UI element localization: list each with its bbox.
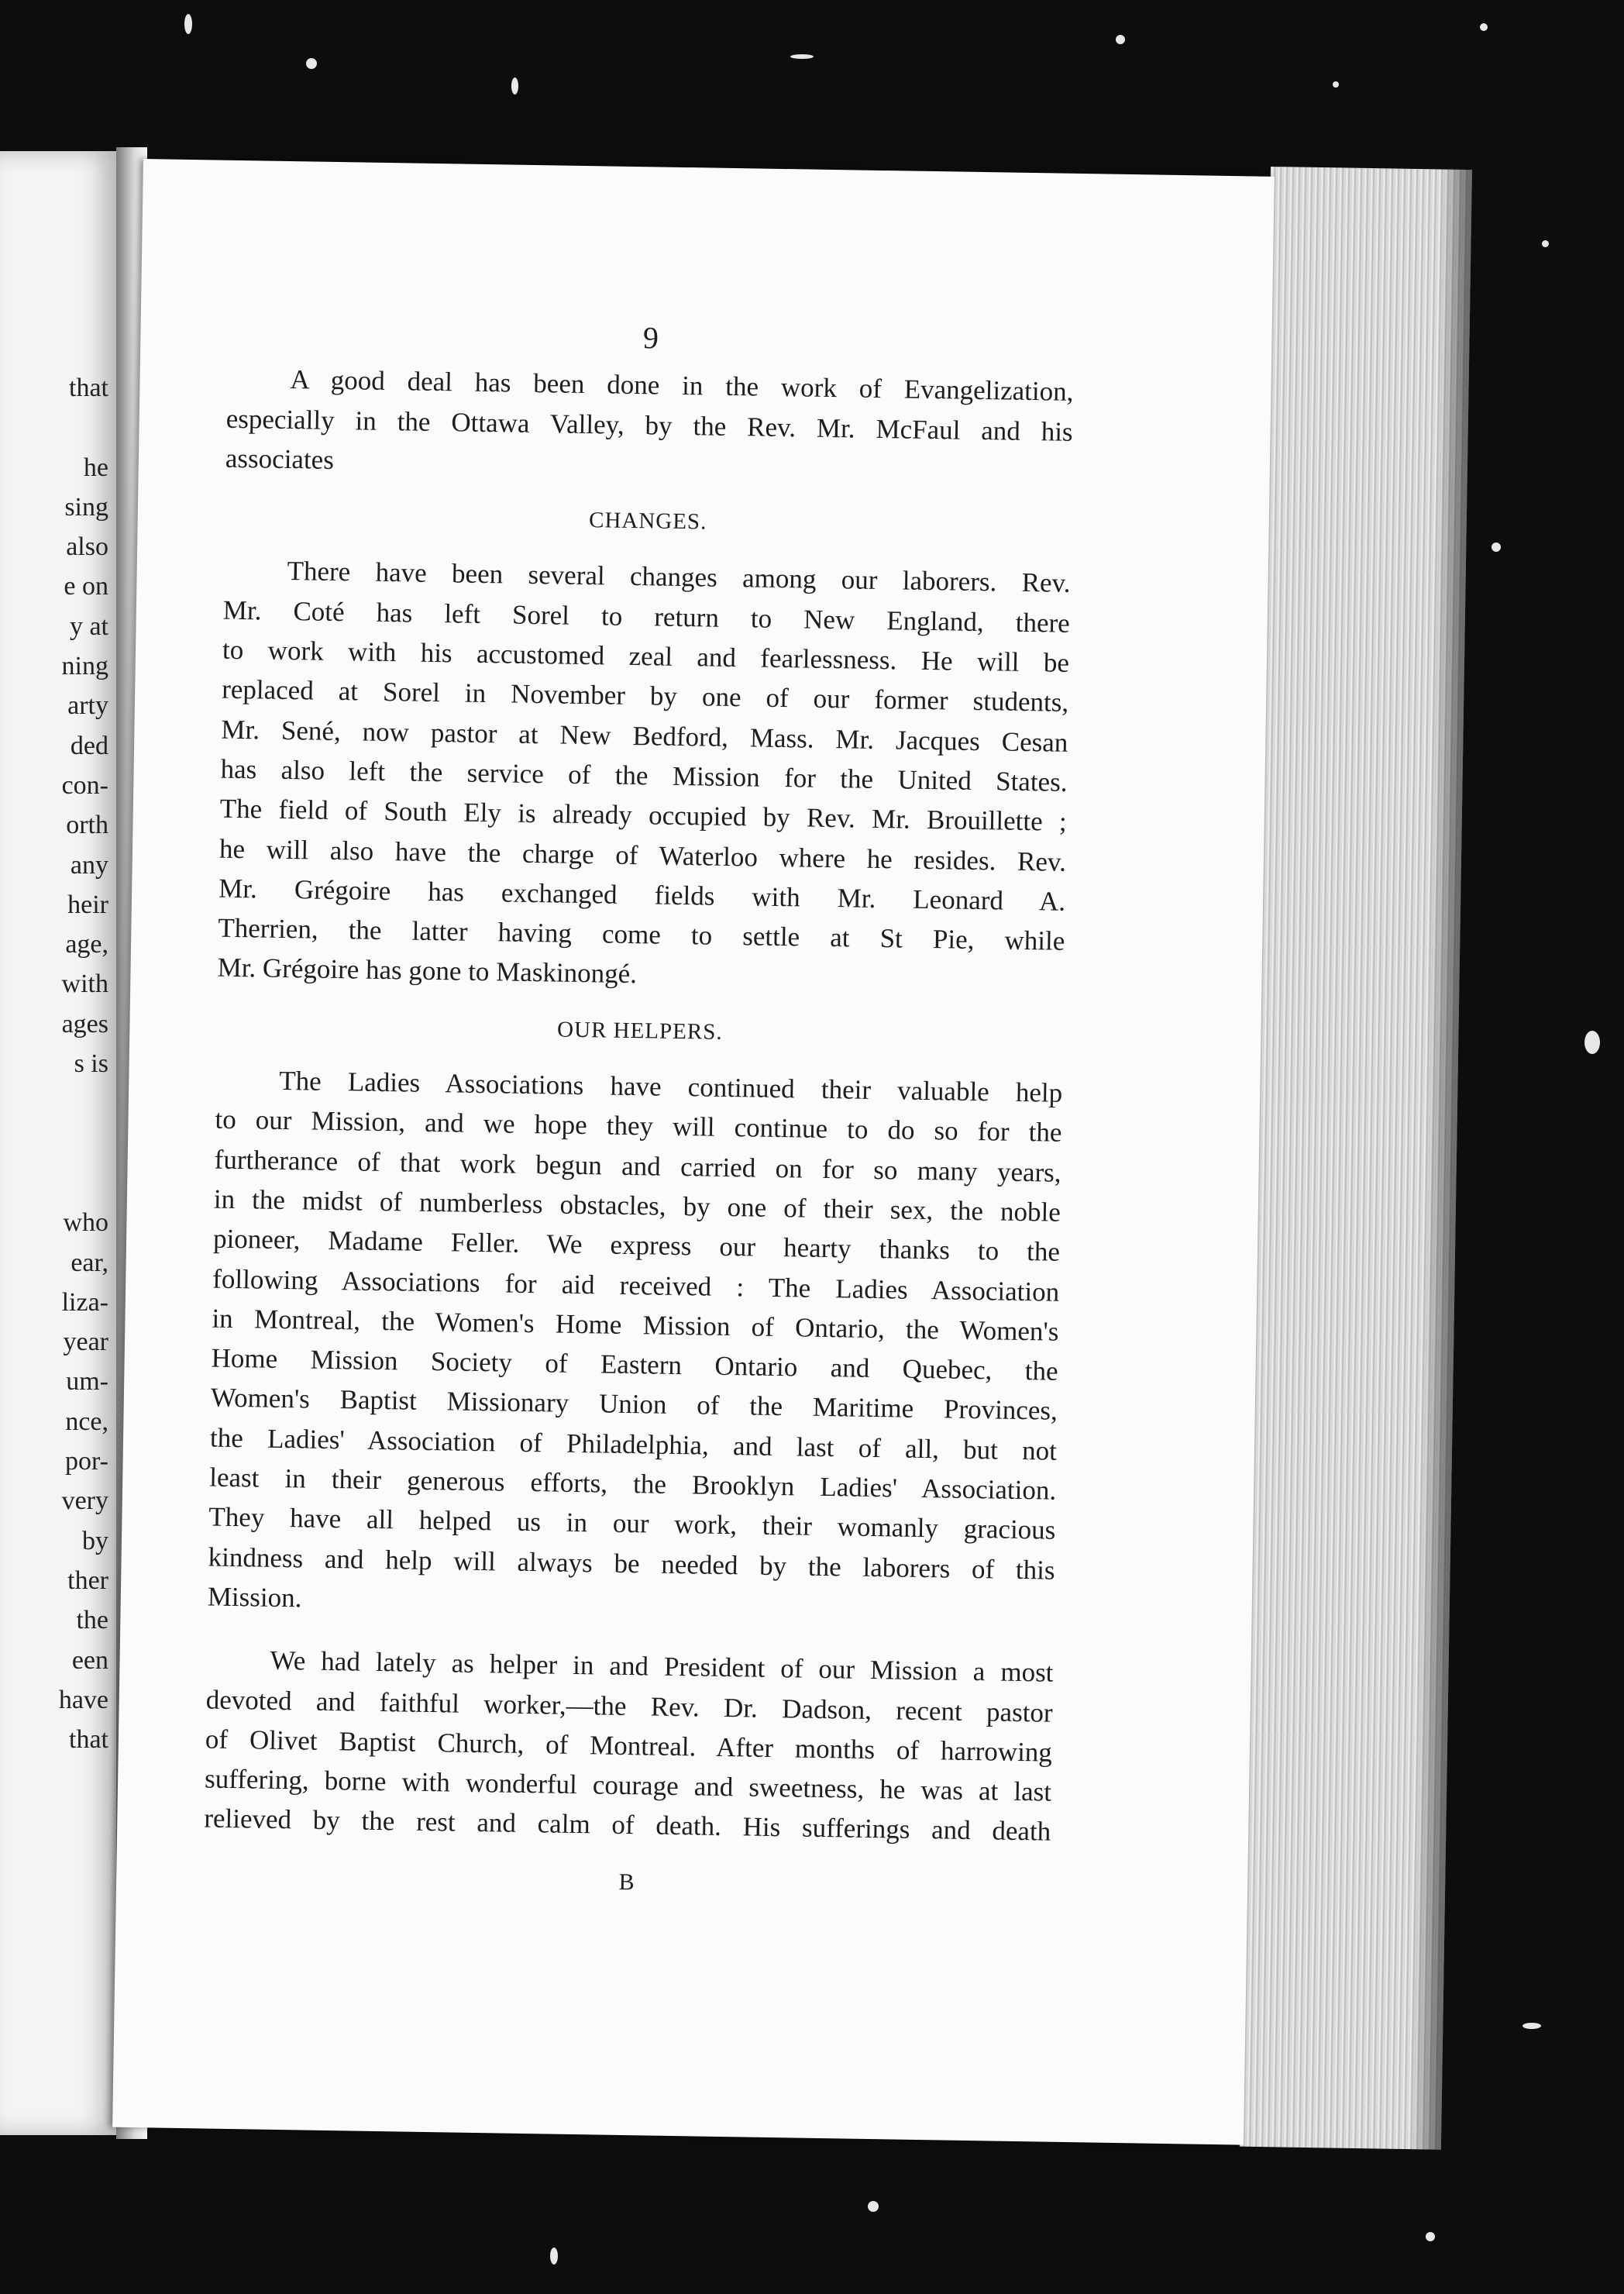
text-line: has also left the service of the Mission for the United States.: [220, 753, 1068, 797]
text-line: Mr. Sené, now pastor at New Bedford, Mass. Mr. Jacques Cesan: [221, 714, 1068, 758]
text-line: Women's Baptist Missionary Union of the Maritime Provinces,: [210, 1382, 1058, 1427]
text-line: Mission.: [207, 1581, 302, 1614]
left-fragment-line: ning: [61, 652, 108, 681]
page-number: 9: [642, 320, 659, 356]
dust-speck: [184, 14, 192, 34]
helpers-paragraph: [207, 1060, 1062, 1630]
left-fragment-line: ear,: [71, 1248, 108, 1277]
text-line: Home Mission Society of Eastern Ontario and Quebec, the: [211, 1342, 1058, 1386]
left-fragment-line: that: [69, 374, 108, 402]
left-fragment-line: ther: [67, 1566, 108, 1595]
text-line: in the midst of numberless obstacles, by one of their sex, the noble: [213, 1183, 1061, 1228]
text-line: devoted and faithful worker,—the Rev. Dr. Dadson, recent pastor: [205, 1684, 1053, 1728]
dust-speck: [790, 54, 814, 59]
dust-speck: [1522, 2023, 1541, 2029]
left-fragment-line: liza-: [61, 1287, 108, 1317]
left-fragment-line: any: [70, 850, 108, 880]
left-fragment-line: by: [82, 1526, 108, 1555]
left-fragment-line: ded: [70, 731, 108, 760]
left-page-text-fragments: [31, 368, 108, 1759]
dust-speck: [1333, 81, 1339, 88]
dust-speck: [868, 2201, 879, 2212]
text-line: furtherance of that work begun and carried on for so many years,: [214, 1144, 1061, 1188]
text-line: associates: [225, 443, 335, 475]
text-line: Therrien, the latter having come to settle at St Pie, while: [218, 912, 1065, 956]
left-fragment-line: s is: [74, 1049, 108, 1079]
text-line: The Ladies Associations have continued their valuable help: [279, 1065, 1063, 1108]
dust-speck: [550, 2248, 558, 2265]
left-fragment-line: year: [63, 1328, 108, 1357]
left-fragment-line: also: [66, 532, 108, 562]
left-fragment-line: con-: [61, 770, 108, 800]
text-line: Mr. Grégoire has exchanged fields with Mr. Leonard A.: [218, 873, 1066, 917]
left-fragment-line: por-: [65, 1447, 108, 1476]
left-facing-page: [0, 151, 127, 2135]
text-line: least in their generous efforts, the Brooklyn Ladies' Association.: [208, 1462, 1057, 1506]
text-line: especially in the Ottawa Valley, by the Rev. Mr. McFaul and his: [225, 403, 1073, 447]
text-line: following Associations for aid received : The Ladies Association: [212, 1263, 1060, 1307]
dust-speck: [1480, 23, 1488, 31]
text-line: Mr. Grégoire has gone to Maskinongé.: [217, 952, 638, 990]
page-text: [203, 312, 1075, 1909]
dadson-paragraph: [204, 1640, 1054, 1852]
text-line: relieved by the rest and calm of death. His sufferings and death: [204, 1803, 1051, 1848]
dust-speck: [1426, 2232, 1435, 2241]
text-line: They have all helped us in our work, their womanly gracious: [208, 1501, 1056, 1546]
left-fragment-line: nce,: [65, 1407, 108, 1436]
dust-speck: [511, 78, 518, 95]
left-fragment-line: y at: [69, 611, 108, 641]
left-fragment-line: very: [61, 1486, 108, 1516]
text-line: to work with his accustomed zeal and fearlessness. He will be: [222, 634, 1070, 678]
text-line: he will also have the charge of Waterloo where he resides. Rev.: [218, 833, 1067, 877]
left-fragment-line: arty: [67, 691, 108, 721]
text-line: We had lately as helper in and President of our Mission a most: [270, 1645, 1054, 1688]
intro-paragraph: [225, 359, 1074, 491]
left-fragment-line: age,: [65, 930, 108, 959]
text-line: to our Mission, and we hope they will continue to do so for the: [215, 1104, 1062, 1149]
left-fragment-line: have: [58, 1685, 108, 1714]
text-line: the Ladies' Association of Philadelphia, and last of all, but not: [209, 1422, 1058, 1466]
left-fragment-line: e on: [64, 572, 108, 601]
book-page: [112, 159, 1275, 2145]
left-fragment-line: ages: [61, 1009, 108, 1038]
left-fragment-line: orth: [66, 811, 108, 840]
left-fragment-line: that: [69, 1725, 108, 1755]
dust-speck: [1492, 542, 1501, 552]
left-fragment-line: the: [76, 1606, 108, 1635]
text-line: of Olivet Baptist Church, of Montreal. After months of harrowing: [205, 1724, 1053, 1768]
text-line: Mr. Coté has left Sorel to return to New England, there: [222, 594, 1071, 639]
signature-mark: B: [618, 1869, 635, 1895]
dust-speck: [306, 58, 317, 69]
section-heading-helpers: OUR HELPERS.: [556, 1017, 723, 1045]
left-fragment-line: een: [71, 1645, 108, 1675]
left-fragment-line: um-: [66, 1367, 108, 1397]
text-line: in Montreal, the Women's Home Mission of Ontario, the Women's: [212, 1303, 1059, 1347]
text-line: pioneer, Madame Feller. We express our hearty thanks to the: [212, 1223, 1061, 1267]
left-fragment-line: who: [63, 1208, 108, 1238]
text-line: replaced at Sorel in November by one of our former students,: [221, 674, 1069, 718]
left-fragment-line: [31, 1163, 108, 1203]
text-line: A good deal has been done in the work of Evangelization,: [290, 364, 1074, 408]
text-line: kindness and help will always be needed by the laborers of this: [208, 1541, 1055, 1586]
text-line: suffering, borne with wonderful courage and sweetness, he was at last: [204, 1763, 1052, 1807]
left-fragment-line: [31, 408, 108, 447]
text-line: There have been several changes among our laborers. Rev.: [287, 556, 1071, 599]
text-line: The field of South Ely is already occupied by Rev. Mr. Brouillette ;: [219, 793, 1068, 838]
left-fragment-line: he: [83, 453, 108, 482]
dust-speck: [1584, 1031, 1600, 1054]
dust-speck: [1542, 240, 1549, 247]
left-fragment-line: heir: [67, 890, 108, 919]
dust-speck: [1116, 35, 1125, 44]
left-fragment-line: with: [61, 970, 108, 999]
left-fragment-line: [31, 1124, 108, 1163]
left-fragment-line: sing: [64, 492, 108, 522]
page-edge-stack: [1240, 167, 1472, 2150]
changes-paragraph: [217, 550, 1071, 1001]
section-heading-changes: CHANGES.: [588, 508, 707, 535]
left-fragment-line: [31, 1083, 108, 1123]
